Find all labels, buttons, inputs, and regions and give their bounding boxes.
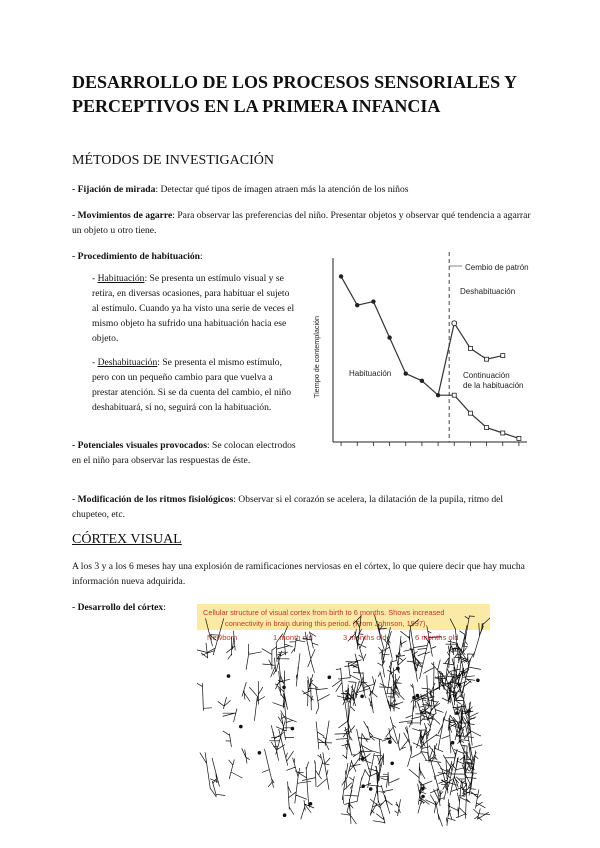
- chart-point: [452, 321, 457, 326]
- neuron-soma: [291, 727, 295, 731]
- chart-series: [341, 276, 519, 438]
- neuron-soma: [328, 676, 332, 680]
- chart-point: [452, 393, 456, 397]
- neuron-soma: [283, 813, 287, 817]
- item-desarrollo: [72, 600, 202, 615]
- neuron-soma: [467, 709, 471, 713]
- neuron-soma: [396, 667, 400, 671]
- chart-point: [371, 299, 375, 303]
- neuron-soma: [227, 674, 231, 678]
- chart-point: [387, 335, 391, 339]
- neuron-soma: [458, 683, 462, 687]
- item-potenciales-text: : Se colocan electrodos en el niño para observar las respuestas de éste.: [72, 440, 296, 466]
- item-fijacion-label: - Fijación de mirada: [72, 184, 156, 195]
- figure-caption-2: connectivity in brain during this period. (From Johnson, 1997).: [225, 619, 428, 628]
- sub-deshabituacion-text: : Se presenta el mismo estímulo, pero con un pequeño cambio para que vuelva a prestar atención. Si se da cuenta del cambio, el niño deshabituará, si no, seguirá con la habituación.: [92, 357, 292, 413]
- section-heading-methods: MÉTODOS DE INVESTIGACIÓN: [72, 153, 274, 168]
- item-desarrollo-label: - Desarrollo del córtex: [72, 602, 164, 613]
- chart-point: [404, 371, 408, 375]
- item-ritmos-label: - Modificación de los ritmos fisiológicos: [72, 494, 234, 505]
- neuron-soma: [421, 795, 425, 799]
- sub-deshabituacion-dash: -: [92, 357, 98, 368]
- neuron-soma: [455, 711, 459, 715]
- neuron-soma: [416, 694, 420, 698]
- chart-ylabel: Tiempo de contemplación: [312, 315, 321, 398]
- figure-caption-1: Cellular structure of visual cortex from birth to 6 months. Shows increased: [203, 608, 445, 617]
- sub-habituacion-label: Habituación: [97, 273, 145, 284]
- chart-point: [485, 426, 489, 430]
- chart-point: [339, 274, 343, 278]
- chart-label-cont2: de la habituación: [463, 381, 524, 390]
- neuron-soma: [360, 695, 364, 699]
- section-heading-cortex: CÓRTEX VISUAL: [72, 532, 182, 547]
- neuron-soma: [361, 757, 365, 761]
- chart-point: [517, 436, 521, 440]
- item-potenciales-label: - Potenciales visuales provocados: [72, 440, 207, 451]
- chart-series-line-2: [438, 395, 519, 438]
- sub-habituacion-dash: -: [92, 273, 98, 284]
- neuron-panel-1: [262, 626, 332, 820]
- chart-point: [501, 354, 505, 358]
- item-potenciales: [72, 438, 302, 468]
- neuron-soma: [309, 802, 313, 806]
- item-desarrollo-text: :: [163, 602, 166, 613]
- neuron-soma: [361, 784, 365, 788]
- item-habituacion-proc: [72, 249, 292, 264]
- sub-habituacion: [92, 271, 297, 346]
- panel-label-3months: 3 months old: [343, 633, 387, 642]
- cortex-figure: [197, 604, 490, 838]
- sub-deshabituacion-label: Deshabituación: [97, 357, 158, 368]
- panel-label-1month: 1 month old: [273, 633, 313, 642]
- neuron-drawings: [197, 615, 490, 827]
- neuron-soma: [388, 740, 392, 744]
- neuron-branches: [197, 618, 265, 797]
- cortex-figure-svg: [197, 604, 490, 838]
- sub-habituacion-text: : Se presenta un estímulo visual y se retira, en diversas ocasiones, para habituar el sujeto al estímulo. Cuando ya ha visto una serie de veces el mismo objeto ha sufrido una habituación hacia ese objeto.: [92, 273, 295, 344]
- item-agarre-text: : Para observar las preferencias del niño. Presentar objetos y observar qué tendencia a agarrar un objeto u otro tiene.: [72, 210, 531, 236]
- chart-point: [501, 431, 505, 435]
- sub-deshabituacion: [92, 355, 297, 415]
- neuron-panel-0: [197, 618, 265, 797]
- neuron-panel-2: [332, 615, 406, 825]
- neuron-branches: [332, 615, 406, 825]
- neuron-soma: [239, 725, 243, 729]
- neuron-soma: [390, 762, 394, 766]
- chart-point: [468, 411, 472, 415]
- item-agarre-label: - Movimientos de agarre: [72, 210, 173, 221]
- item-agarre: [72, 208, 532, 238]
- page-title: DESARROLLO DE LOS PROCESOS SENSORIALES Y PERCEPTIVOS EN LA PRIMERA INFANCIA: [72, 72, 517, 116]
- neuron-soma: [258, 751, 262, 755]
- neuron-soma: [282, 686, 286, 690]
- neuron-soma: [421, 787, 425, 791]
- chart-point: [355, 303, 359, 307]
- item-ritmos-text: : Observar si el corazón se acelera, la dilatación de la pupila, ritmo del chupeteo, etc.: [72, 494, 504, 520]
- chart-point: [420, 379, 424, 383]
- neuron-soma: [476, 679, 480, 683]
- item-ritmos: [72, 492, 534, 522]
- chart-label-cont1: Continuación: [463, 371, 510, 380]
- chart-label-hab: Habituación: [349, 369, 392, 378]
- neuron-soma: [451, 741, 455, 745]
- neuron-soma: [369, 787, 373, 791]
- item-habituacion-proc-text: :: [200, 251, 203, 262]
- panel-label-6months: 6 months old: [415, 633, 459, 642]
- item-fijacion: [72, 182, 532, 197]
- chart-label-change: Cembio de patrón: [465, 263, 529, 272]
- chart-label-deshab: Deshabituación: [460, 287, 516, 296]
- neuron-branches: [262, 626, 332, 820]
- chart-point: [436, 393, 440, 397]
- item-fijacion-text: : Detectar qué tipos de imagen atraen más la atención de los niños: [155, 184, 409, 195]
- chart-point: [468, 346, 472, 350]
- chart-axes: [333, 252, 527, 446]
- habituation-chart: [305, 250, 535, 450]
- panel-label-newborn: Newborn: [207, 633, 238, 642]
- neuron-panel-3: [399, 615, 490, 826]
- cortex-paragraph: A los 3 y a los 6 meses hay una explosión de ramificaciones nerviosas en el córtex, lo que quiere decir que hay mucha información nueva adquirida.: [72, 561, 525, 587]
- neuron-soma: [412, 696, 416, 700]
- chart-point: [485, 357, 489, 361]
- neuron-branches: [399, 615, 490, 826]
- item-habituacion-proc-label: - Procedimiento de habituación: [72, 251, 201, 262]
